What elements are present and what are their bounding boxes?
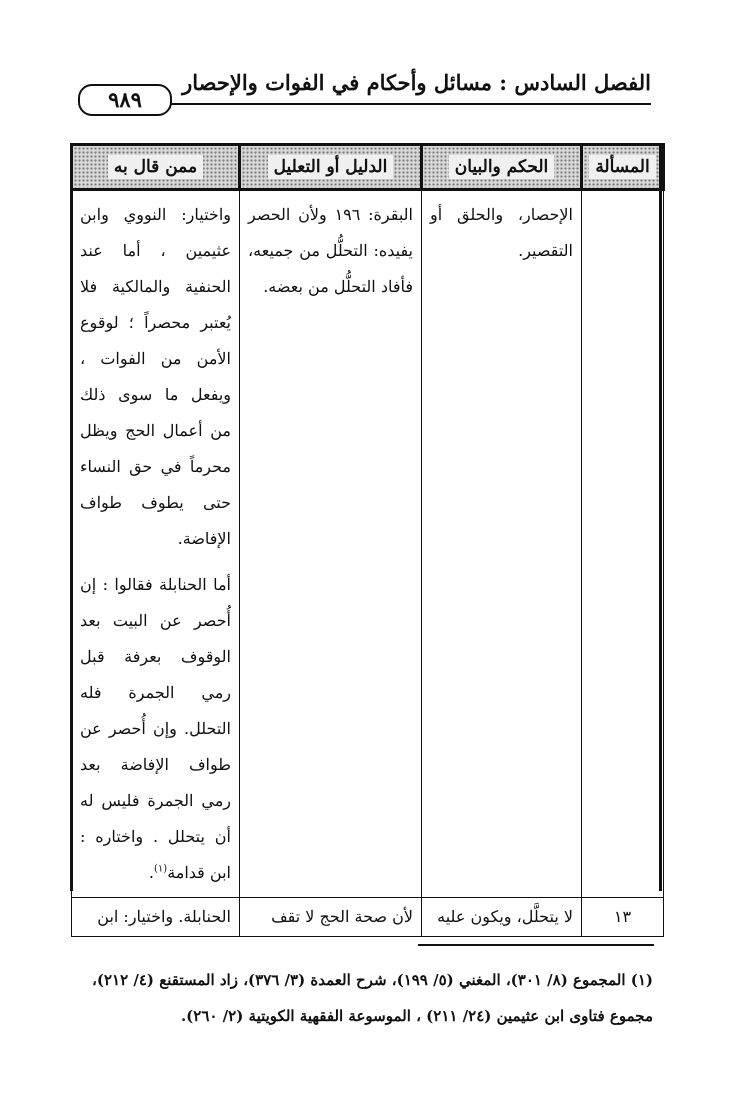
footnotes <box>63 962 653 1034</box>
footnote-marker: (١) <box>154 863 168 875</box>
footnote-line: مجموع فتاوى ابن عثيمين (٢٤/ ٢١١) ، الموسوعة الفقهية الكويتية (٢/ ٢٦٠). <box>180 1007 653 1025</box>
rulings-table <box>70 143 662 926</box>
table-header-row <box>72 145 664 190</box>
table-outer-border-left <box>70 143 73 891</box>
column-header-by-whom: ممن قال به <box>72 145 240 190</box>
cell-issue: ١٣ <box>582 898 664 937</box>
column-header-ruling: الحكم والبيان <box>422 145 582 190</box>
footnote-line: (١) المجموع (٨/ ٣٠١)، المغني (٥/ ١٩٩)، شرح العمدة (٣/ ٣٧٦)، زاد المستقنع (٤/ ٢١٢)، <box>92 971 653 989</box>
table-row <box>72 898 664 937</box>
cell-evidence: البقرة: ١٩٦ ولأن الحصر يفيده: التحلُّل من جميعه، فأفاد التحلُّل من بعضه. <box>240 190 422 898</box>
cell-by-whom: الحنابلة. واختيار: ابن <box>72 898 240 937</box>
page-number: ٩٨٩ <box>78 84 172 116</box>
table-outer-border-right <box>659 143 662 891</box>
footnote-separator <box>418 944 654 946</box>
cell-issue <box>582 190 664 898</box>
cell-by-whom <box>72 190 240 898</box>
by-whom-paragraph: أما الحنابلة فقالوا : إن أُحصر عن البيت بعد الوقوف بعرفة قبل رمي الجمرة فله التحلل. وإن أُحصر عن طواف الإفاضة بعد رمي الجمرة فليس له أن يتحلل . واختاره : ابن قدامة$^{(١)}$. <box>80 575 231 882</box>
cell-ruling: الإحصار، والحلق أو التقصير. <box>422 190 582 898</box>
by-whom-paragraph: واختيار: النووي وابن عثيمين ، أما عند الحنفية والمالكية فلا يُعتبر محصراً ؛ لوقوع الأمن من الفوات ، ويفعل ما سوى ذلك من أعمال الحج ويظل محرماً في حق النساء حتى يطوف طواف الإفاضة. <box>80 205 231 548</box>
column-header-issue: المسألة <box>582 145 664 190</box>
header-rule <box>88 103 651 105</box>
cell-ruling: لا يتحلَّل، ويكون عليه <box>422 898 582 937</box>
chapter-title: الفصل السادس : مسائل وأحكام في الفوات والإحصار <box>182 70 651 95</box>
table-row <box>72 190 664 898</box>
page-header <box>0 0 755 120</box>
cell-evidence: لأن صحة الحج لا تقف <box>240 898 422 937</box>
column-header-evidence: الدليل أو التعليل <box>240 145 422 190</box>
